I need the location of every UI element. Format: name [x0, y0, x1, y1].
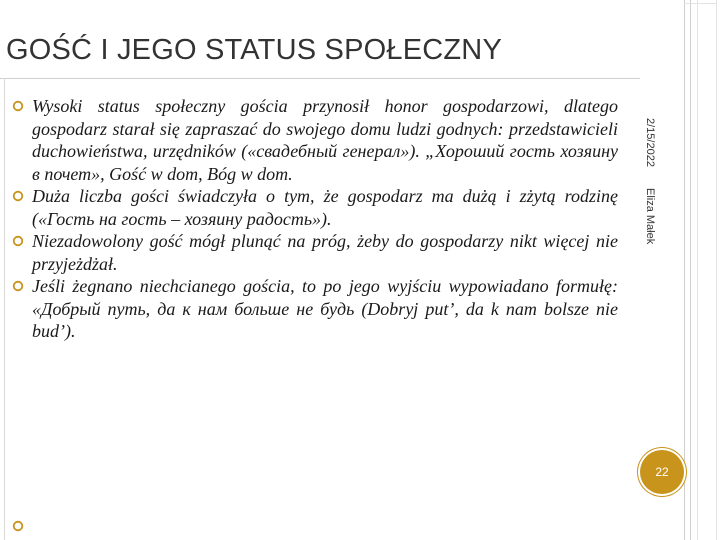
title-divider: [0, 78, 640, 79]
slide-author: Eliza Małek: [644, 188, 656, 245]
bullet-text: Duża liczba gości świadczyła o tym, że gospodarz ma dużą i zżytą rodzinę («Гость на гость – хозяину радость»).: [32, 186, 618, 229]
top-frame-line: [684, 3, 717, 4]
right-frame-line: [716, 0, 717, 540]
bullet-list: [12, 95, 618, 343]
page-number-badge: [640, 450, 684, 494]
slide-title: GOŚĆ I JEGO STATUS SPOŁECZNY: [6, 34, 502, 66]
bullet-text: Wysoki status społeczny gościa przynosił honor gospodarzowi, dlatego gospodarz starał się zapraszać do swojego domu ludzi godnych: przedstawicieli duchowieństwa, urzędników («свадебный генерал»). „Хороший гость хозяину в почет», Gość w dom, Bóg w dom.: [32, 96, 618, 184]
bullet-text: Jeśli żegnano niechcianego gościa, to po jego wyjściu wypowiadano formułę: «Добрый путь, да к нам больше не будь (Dobryj put’, da k nam bolsze nie bud’).: [32, 276, 618, 341]
list-item: [12, 275, 618, 343]
right-frame-line: [697, 0, 698, 540]
bullet-text: Niezadowolony gość mógł plunąć na próg, żeby do gospodarzy nikt więcej nie przyjeżdżał.: [32, 231, 618, 274]
left-frame-line: [4, 78, 5, 540]
hollow-circle-bullet-icon: [12, 280, 24, 292]
page-number: 22: [655, 465, 669, 479]
hollow-circle-bullet-icon: [12, 190, 24, 202]
list-item: [12, 95, 618, 185]
hollow-circle-bullet-icon: [12, 100, 24, 112]
list-item: [12, 185, 618, 230]
slide-date: 2/15/2022: [644, 118, 656, 167]
hollow-circle-bullet-icon: [12, 235, 24, 247]
list-item: [12, 230, 618, 275]
right-frame-line: [684, 0, 685, 540]
right-frame-line: [690, 0, 691, 540]
hollow-circle-bullet-icon: [12, 520, 24, 532]
